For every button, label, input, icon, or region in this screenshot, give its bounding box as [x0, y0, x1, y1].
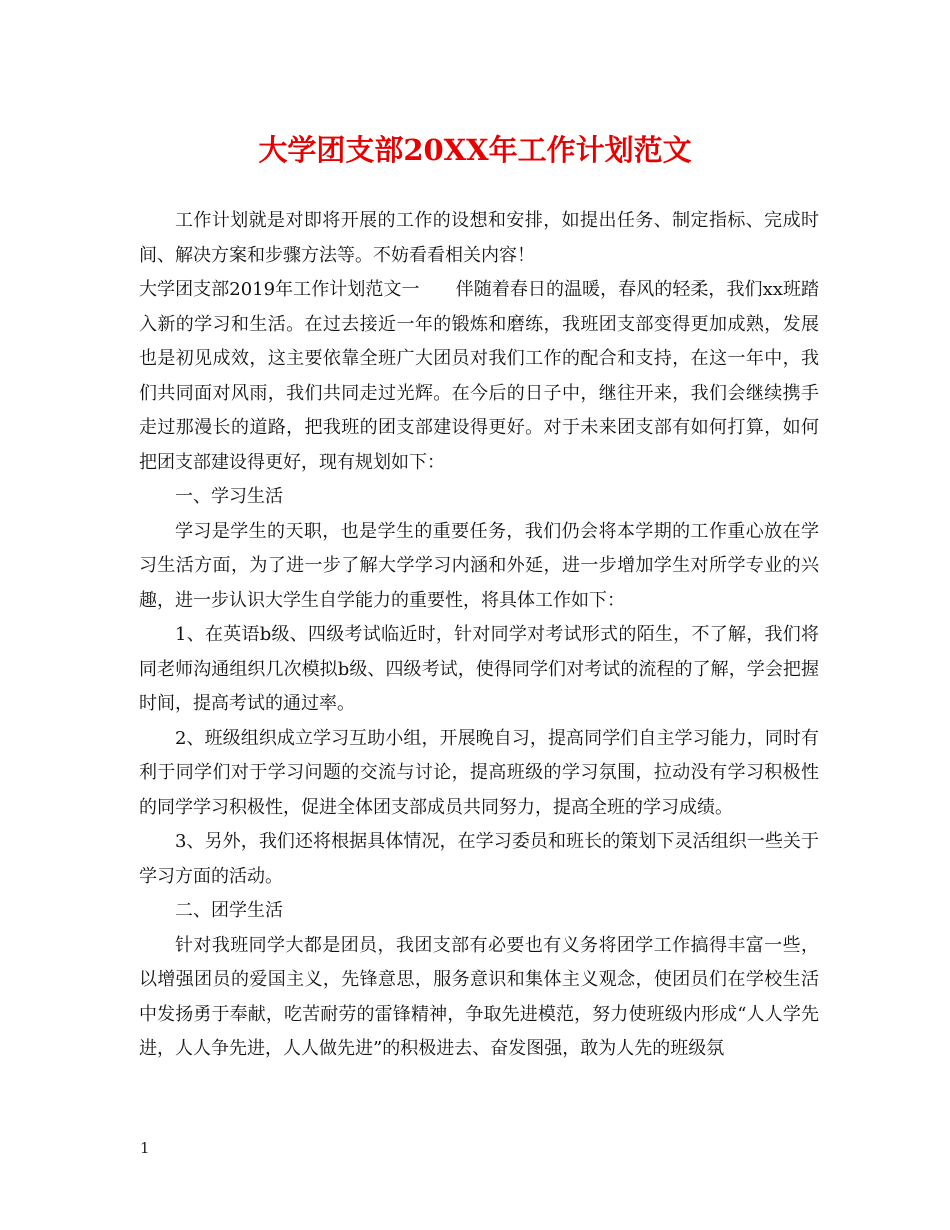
document-body — [139, 204, 819, 1067]
list-item-1: 1、在英语b级、四级考试临近时，针对同学对考试形式的陌生，不了解，我们将同老师沟通组织几次模拟b级、四级考试，使得同学们对考试的流程的了解，学会把握时间，提高考试的通过率。 — [139, 624, 819, 714]
body-paragraph-league: 针对我班同学大都是团员，我团支部有必要也有义务将团学工作搞得丰富一些，以增强团员的爱国主义，先锋意思，服务意识和集体主义观念，使团员们在学校生活中发扬勇于奉献，吃苦耐劳的雷锋精神，争取先进模范，努力使班级内形成“人人学先进，人人争先进，人人做先进”的积极进去、奋发图强，敢为人先的班级氛 — [139, 934, 819, 1059]
list-item-3: 3、另外，我们还将根据具体情况，在学习委员和班长的策划下灵活组织一些关于学习方面的活动。 — [139, 831, 819, 887]
section-heading-study: 一、学习生活 — [175, 486, 283, 507]
document-title: 大学团支部20XX年工作计划范文 — [258, 133, 692, 167]
body-paragraph-study: 学习是学生的天职，也是学生的重要任务，我们仍会将本学期的工作重心放在学习生活方面，为了进一步了解大学学习内涵和外延，进一步增加学生对所学专业的兴趣，进一步认识大学生自学能力的重要性，将具体工作如下： — [139, 520, 819, 611]
body-paragraph-plan-intro: 大学团支部2019年工作计划范文一 伴随着春日的温暖，春风的轻柔，我们xx班踏入新的学习和生活。在过去接近一年的锻炼和磨练，我班团支部变得更加成熟，发展也是初见成效，这主要依靠全班广大团员对我们工作的配合和支持，在这一年中，我们共同面对风雨，我们共同走过光辉。在今后的日子中，继往开来，我们会继续携手走过那漫长的道路，把我班的团支部建设得更好。对于未来团支部有如何打算，如何把团支部建设得更好，现有规划如下： — [139, 279, 819, 473]
list-item-2: 2、班级组织成立学习互助小组，开展晚自习，提高同学们自主学习能力，同时有利于同学们对于学习问题的交流与讨论，提高班级的学习氛围，拉动没有学习积极性的同学学习积极性，促进全体团支部成员共同努力，提高全班的学习成绩。 — [139, 727, 819, 818]
intro-paragraph: 工作计划就是对即将开展的工作的设想和安排，如提出任务、制定指标、完成时间、解决方案和步骤方法等。不妨看看相关内容！ — [139, 210, 819, 266]
section-heading-league: 二、团学生活 — [175, 900, 283, 921]
page-number: 1 — [140, 1139, 150, 1157]
